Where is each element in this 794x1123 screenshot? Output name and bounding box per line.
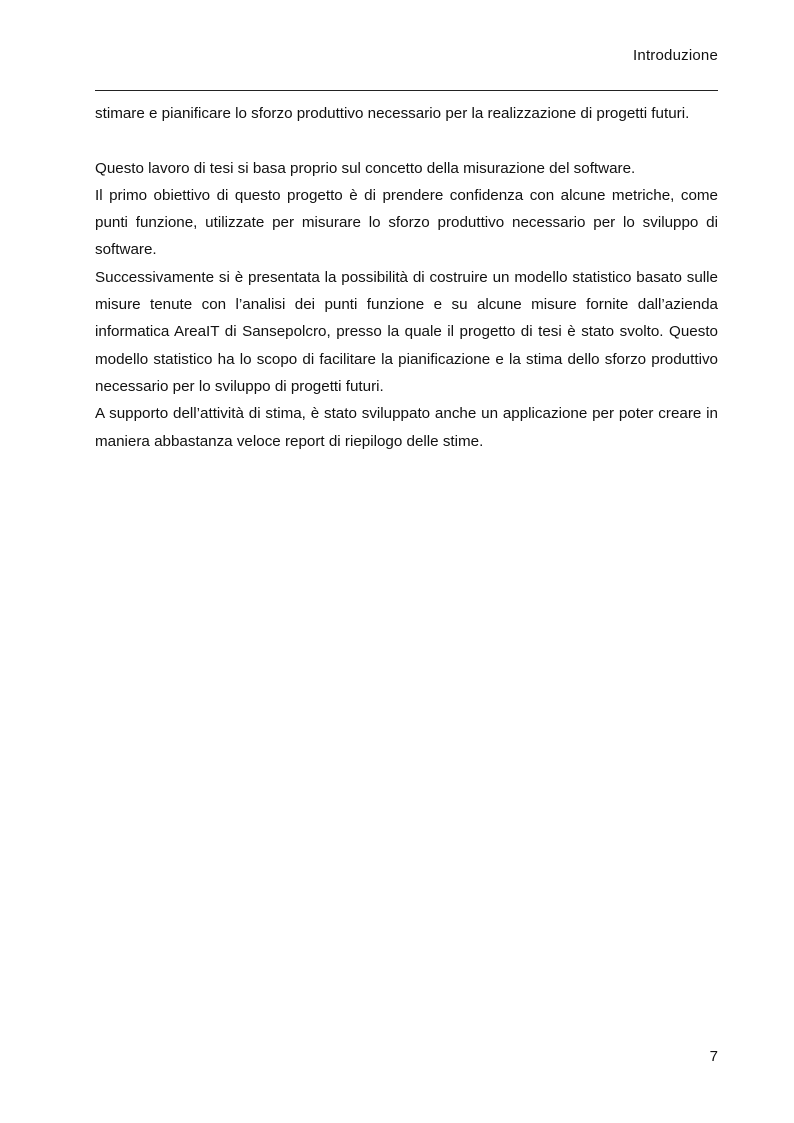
page-number: 7 [709,1048,718,1065]
paragraph-thesis-basis: Questo lavoro di tesi si basa proprio sul concetto della misurazione del software. [95,159,636,177]
paragraph-first-objective: Il primo obiettivo di questo progetto è di prendere confidenza con alcune metriche, come punti funzione, utilizzate per misurare lo sforzo produttivo necessario per lo sviluppo di software. [95,186,718,259]
running-header-title: Introduzione [633,47,718,64]
header-divider [95,90,718,91]
paragraph-statistical-model: Successivamente si è presentata la possibilità di costruire un modello statistico basato sulle misure tenute con l’analisi dei punti funzione e su alcune misure fornite dall’azienda informatica AreaIT di Sansepolcro, presso la quale il progetto di tesi è stato svolto. Questo modello statistico ha lo scopo di facilitare la pianificazione e la stima dello sforzo produttivo necessario per lo sviluppo di progetti futuri. [95,268,718,395]
paragraph-continuation: stimare e pianificare lo sforzo produttivo necessario per la realizzazione di progetti futuri. [95,105,690,122]
body-text [95,100,718,455]
paragraph-application: A supporto dell’attività di stima, è stato sviluppato anche un applicazione per poter creare in maniera abbastanza veloce report di riepilogo delle stime. [95,405,718,450]
